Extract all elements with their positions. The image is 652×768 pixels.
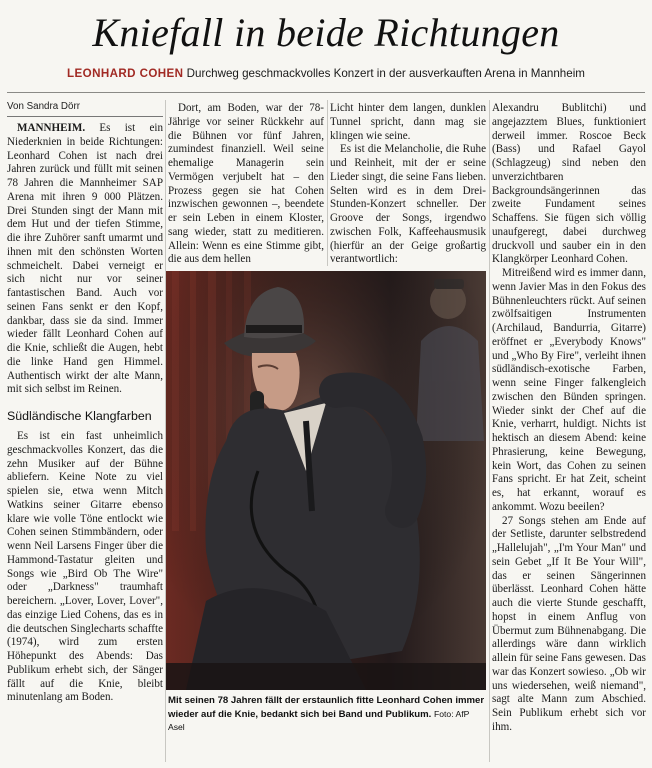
col2-paragraph-1: Dort, am Boden, war der 78-Jährige vor seiner Rückkehr auf die Bühnen vor fünf Jahren, zumindest finanziell. Weil seine ehemalige Managerin sein Vermögen verjubelt hat – den Prozess gegen sie hat Cohen inzwischen gewonnen –, beendete er sein Leben in einem Kloster, sang wieder, statt zu meditieren. Allein: Wenn es eine Stimme gibt, die aus dem hellen (168, 102, 324, 266)
col4-paragraph-1: Alexandru Bublitchi) und angejazztem Blues, funktioniert derweil immer. Roscoe Beck (Bass) und Rafael Gayol (Schlagzeug) sind neben den unverzichtbaren Backgroundsängerinnen das zweite Fundament seines Schaffens. Sie fügen sich völlig unaufgeregt, dabei durchweg druckvoll und sauber ein in den Klangkörper Leonhard Cohen. (492, 102, 646, 266)
byline-rule (7, 116, 163, 117)
col3-paragraph-2: Es ist die Melancholie, die Ruhe und Reinheit, mit der er seine Lieder singt, die seine Fans lieben. Selten wird es in dem Drei-Stunden-Konzert schneller. Der Groove der Songs, irgendwo zwischen Folk, Kaffeehausmusik (hierfür an der Geige großartig verantwortlich: (330, 143, 486, 266)
photo-caption (168, 695, 486, 735)
dateline: MANNHEIM. (17, 122, 86, 134)
singer-illustration (166, 271, 486, 690)
col4-paragraph-3: 27 Songs stehen am Ende auf der Setliste, darunter selbstredend „Hallelujah", „I'm Your Man" und sein Gebet „If It Be Your Will", das er seinen Sängerinnen überlässt. Leonhard Cohen hätte auch die vierte Stunde geschafft, hopst in einem Anflug von Übermut zum Bühnenabgang. Die allerdings wäre dann wirklich allein für seine Fans gewesen. Das war das Konzert sowieso. „Ob wir uns wiedersehen, weiß niemand", sagt alte Mann zum Abschied. Sein Publikum erhebt sich vor ihm. (492, 514, 646, 733)
column-2 (168, 102, 324, 268)
stage-floor (166, 663, 486, 690)
col1-paragraph-1: Es ist ein Niederknien in beide Richtungen: Leonhard Cohen ist nach drei Jahren zurück und füllt mit seinen 78 Jahren die Mannheimer SAP Arena mit ihren 9 000 Plätzen. Drei Stunden singt der Mann mit dem Hut und der tiefen Stimme, die ihre Zuhörer sanft umarmt und ihnen mit den schönsten Worten schmeichelt. Dabei verneigt er sich nicht nur vor seiner fantastischen Band. Auch vor seinen Fans senkt er den Kopf, dankbar, dass sie da sind. Immer wieder fällt Leonhard Cohen auf die Knie, schließt die Augen, hebt die linke Hand gen Himmel. Authentisch wirkt der alte Mann, mit sich selbst im Reinen. (7, 122, 163, 396)
photo-credit: Foto: AfP Asel (168, 708, 470, 733)
byline: Von Sandra Dörr (7, 101, 80, 112)
concert-photo (166, 271, 486, 690)
top-rule (7, 92, 645, 93)
col3-paragraph-1: Licht hinter dem langen, dunklen Tunnel spricht, dann mag sie klingen wie seine. (330, 102, 486, 142)
column-1 (7, 122, 163, 762)
headline: Kniefall in beide Richtungen (92, 10, 560, 55)
subheadline: Durchweg geschmackvolles Konzert in der ausverkauften Arena in Mannheim (186, 67, 585, 80)
column-3 (330, 102, 486, 268)
subhead: Südländische Klangfarben (7, 409, 152, 423)
subheadline-line (0, 66, 652, 82)
column-4 (492, 102, 646, 762)
caption-text: Mit seinen 78 Jahren fällt der erstaunlich fitte Leonhard Cohen immer wieder auf die Knie, bedankt sich bei Band und Publikum. (168, 695, 485, 720)
col1-paragraph-2: Es ist ein fast unheimlich geschmackvolles Konzert, das die zehn Musiker auf der Bühne abliefern. Keine Note zu viel spielen sie, etwa wenn Mitch Watkins seiner Gitarre ebenso klare wie volle Töne entlockt wie Cohen seinen Stimmbändern, oder wenn Neil Larsens Finger über die Hammond-Tastatur gleiten und Songs wie „Bird Ob The Wire" oder „Darkness" traumhaft bereichern. „Lover, Lover, Lover", das einzige Lied Cohens, das es in die deutschen Singlecharts schaffte (1974), wird zum ersten Höhepunkt des Abends: Das Publikum erhebt sich, der Sänger fällt auf die Knie, bleibt minutenlang am Boden. (7, 430, 163, 704)
lead-paragraph (7, 122, 163, 397)
column-separator (489, 100, 490, 762)
column-separator (327, 100, 328, 266)
kicker: LEONHARD COHEN (67, 67, 184, 80)
col4-paragraph-2: Mitreißend wird es immer dann, wenn Javier Mas in den Fokus des Bühnenleuchters rückt. Auf seinen zwölfsaitigen Instrumenten (Archilaud, Bandurria, Gitarre) eröffnet er „Everybody Knows" und „Who By Fire", verleiht ihnen südländisch-exotische Farben, wenn seine Finger falkengleich zwischen den Bünden springen. Wieder sinkt der Chef auf die Knie, verharrt, huldigt. Nichts ist hektisch an diesem Abend: keine Phrasierung, keine Bewegung, kein Wort, das Cohen zu seinen Fans spricht. Er hat Zeit, scheint es, hat erkannt, worauf es ankommt. Wozu beeilen? (492, 267, 646, 513)
